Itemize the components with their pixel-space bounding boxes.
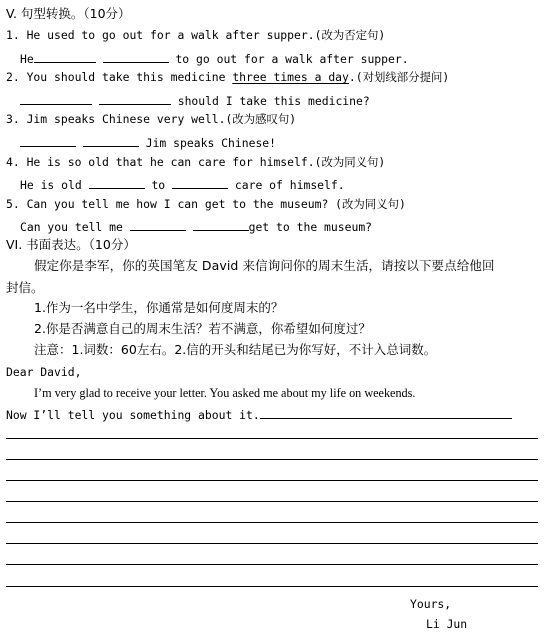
- q1-answer-line: [20, 50, 409, 66]
- q5-answer-pre: Can you tell me: [20, 220, 123, 234]
- q2-blank-2[interactable]: [99, 92, 171, 105]
- letter-line1: I’m very glad to receive your letter. You asked me about my life on weekends.: [34, 386, 416, 400]
- letter-salutation: Dear David,: [6, 365, 82, 379]
- letter-line2: Now I’ll tell you something about it.: [6, 408, 260, 422]
- q1-prompt: 1. He used to go out for a walk after supper.(改为否定句): [6, 28, 386, 42]
- letter-signature: Li Jun: [426, 617, 468, 631]
- q4-answer-post: care of himself.: [234, 178, 345, 192]
- q1-answer-post: to go out for a walk after supper.: [175, 52, 409, 66]
- writing-line[interactable]: [6, 543, 538, 544]
- writing-line[interactable]: [6, 438, 538, 439]
- q1-blank-2[interactable]: [103, 50, 169, 63]
- q3-answer-post: Jim speaks Chinese!: [145, 136, 277, 150]
- section6-note: 注意：1.词数：60左右。2.信的开头和结尾已为你写好，不计入总词数。: [34, 342, 437, 357]
- q4-prompt: 4. He is so old that he can care for himself.(改为同义句): [6, 155, 386, 169]
- q1-answer-pre: He: [20, 52, 34, 66]
- q4-answer-line: [20, 176, 345, 192]
- q4-blank-2[interactable]: [172, 176, 228, 189]
- writing-line[interactable]: [6, 501, 538, 502]
- writing-line[interactable]: [6, 522, 538, 523]
- q1-blank-1[interactable]: [34, 50, 96, 63]
- q3-blank-1[interactable]: [20, 134, 76, 147]
- q3-answer-line: [20, 134, 276, 150]
- writing-line[interactable]: [6, 586, 538, 587]
- q3-blank-2[interactable]: [83, 134, 139, 147]
- q5-answer-line: [20, 218, 372, 234]
- q5-answer-post: get to the museum?: [248, 220, 373, 234]
- q4-blank-1[interactable]: [89, 176, 145, 189]
- q2-prompt-pre: 2. You should take this medicine: [6, 70, 233, 84]
- section6-intro-line1: 假定你是李军，你的英国笔友 David 来信询问你的周末生活，请按以下要点给他回: [34, 258, 495, 273]
- writing-line[interactable]: [6, 480, 538, 481]
- writing-line[interactable]: [6, 564, 538, 565]
- q2-prompt-post: .(对划线部分提问): [348, 70, 450, 84]
- q4-answer-mid: to: [151, 178, 166, 192]
- letter-closing: Yours,: [410, 597, 452, 611]
- q2-answer-post: should I take this medicine?: [177, 94, 370, 108]
- q2-prompt: [6, 70, 449, 84]
- q5-blank-1[interactable]: [130, 218, 186, 231]
- section6-heading: VI. 书面表达。（10分）: [6, 237, 136, 252]
- q2-blank-1[interactable]: [20, 92, 92, 105]
- q5-blank-2[interactable]: [193, 218, 249, 231]
- q2-prompt-underlined: three times a day: [232, 70, 349, 84]
- q3-prompt: 3. Jim speaks Chinese very well.(改为感叹句): [6, 112, 297, 126]
- q5-prompt: 5. Can you tell me how I can get to the museum? (改为同义句): [6, 197, 406, 211]
- writing-line[interactable]: [6, 459, 538, 460]
- section6-point1: 1.作为一名中学生，你通常是如何度周末的？: [34, 300, 284, 315]
- letter-line2-blank[interactable]: [260, 406, 512, 419]
- section5-heading: V. 句型转换。（10分）: [6, 6, 131, 21]
- section6-point2: 2.你是否满意自己的周末生活？若不满意，你希望如何度过？: [34, 321, 371, 336]
- letter-line2-row: [6, 406, 512, 422]
- q2-answer-line: [20, 92, 370, 108]
- q4-answer-pre: He is old: [20, 178, 82, 192]
- section6-intro-line2: 封信。: [6, 280, 44, 295]
